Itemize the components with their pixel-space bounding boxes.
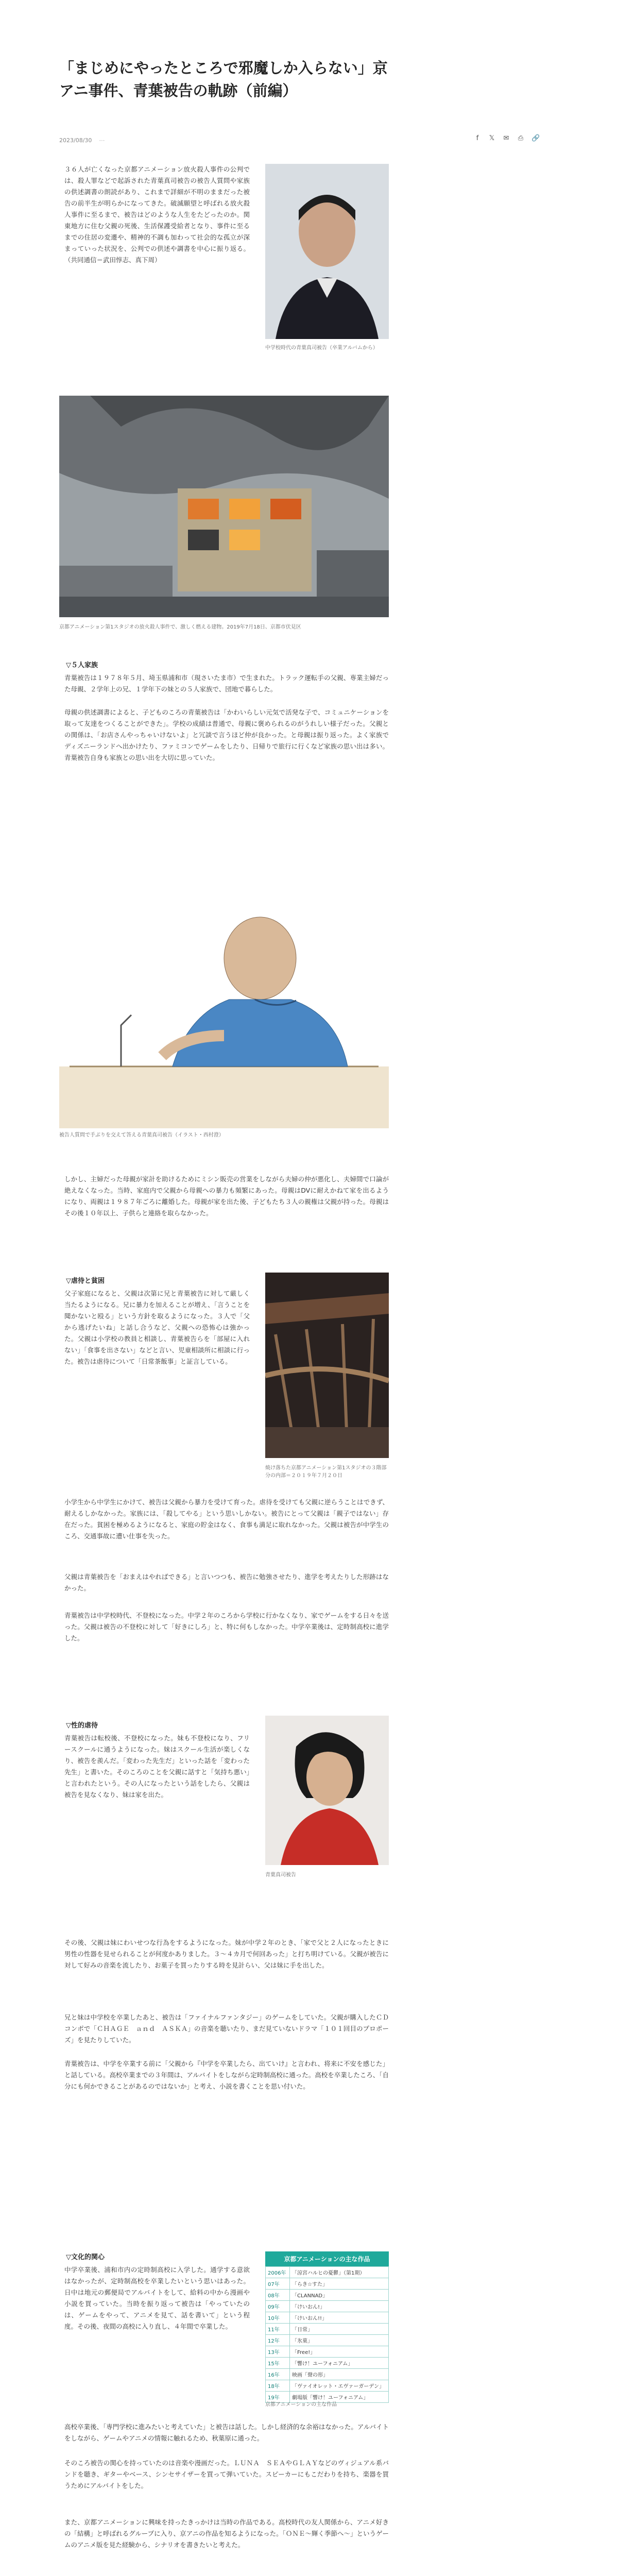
courtroom-sketch [59, 881, 389, 1128]
timeline-work: 「CLANNAD」 [290, 2290, 389, 2301]
timeline-caption: 京都アニメーションの主な作品 [265, 2402, 337, 2408]
timeline-work: 「ヴァイオレット・エヴァーガーデン」 [290, 2380, 389, 2392]
timeline-year: 15年 [266, 2358, 290, 2369]
timeline-work: 「らき☆すた」 [290, 2278, 389, 2290]
intro-paragraph: ３６人が亡くなった京都アニメーション放火殺人事件の公判では、殺人罪などで起訴された青葉真司被告の被告人質問や家族の供述調書の朗読があり、これまで詳細が不明のままだった被告の前半生が明らかになってきた。破滅願望と呼ばれる放火殺人事件に至るまで、被告はどのような人生をたどったのか。関東地方に住む父親の死後、生活保護受給者となり、事件に至るまでの住居の変遷や、精神的不調も加わって社会的な孤立が深まっていった状況を、公判での供述や調書を中心に振り返る。（共同通信＝武田惇志、真下周） [64, 165, 250, 264]
burned-studio-photo [265, 1273, 389, 1458]
timeline-row [266, 2346, 389, 2358]
timeline-work: 「Free!」 [290, 2346, 389, 2358]
s2-paragraph-3: 父親は青葉被告を「おまえはやればできる」と言いつつも、被告に勉強させたり、進学を考えたりした形跡はなかった。 [64, 1573, 389, 1592]
timeline-year: 19年 [266, 2392, 290, 2403]
timeline-year: 08年 [266, 2290, 290, 2301]
s1-paragraph-1: 青葉被告は１９７８年５月、埼玉県浦和市（現さいたま市）で生まれた。トラック運転手の父親、専業主婦だった母親、２学年上の兄、１学年下の妹との５人家族で、団地で暮らした。 [64, 674, 389, 693]
burned-studio-caption: 焼け落ちた京都アニメーション第1スタジオの３階部分の内部＝２０１９年７月２０日 [265, 1465, 387, 1479]
timeline-work: 「涼宮ハルヒの憂鬱」（第1期） [290, 2267, 389, 2278]
timeline-work: 「氷菓」 [290, 2335, 389, 2346]
s1-paragraph-3: しかし、主婦だった母親が家計を助けるためにミシン販売の営業をしながら夫婦の仲が悪化し、夫婦間で口論が絶えなくなった。当時、家庭内で父親から母親への暴力も頻繁にあった。母親はDVに耐えかねて家を出るようになり、両親は１９８７年ごろに離婚した。母親が家を出た後、子どもたち３人の親権は父親が持った。母親はその後１０年以上、子供らと連絡を取らなかった。 [64, 1175, 389, 1217]
defendant-caption: 青葉真司被告 [265, 1872, 296, 1878]
s3-paragraph-3: 兄と妹は中学校を卒業したあと、被告は「ファイナルファンタジー」のゲームをしていた。父親が購入したＣＤコンポで「ＣＨＡＧＥ ａｎｄ ＡＳＫＡ」の音楽を聴いたり、まだ見ていないドラマ「１０１回目のプロポーズ」を見たりしていた。 [64, 2013, 389, 2044]
mail-icon[interactable]: ✉ [503, 134, 509, 142]
share-bar [474, 135, 539, 142]
s4-paragraph-4: また、京都アニメーションに興味を持ったきっかけは当時の作品である。高校時代の友人関係から、アニメ好きの「結構」と呼ばれるグループに入り、京アニの作品を知るようになった。「ＯＮＥ〜輝く季節へ〜」というゲームのアニメ版を見た経験から、シナリオを書きたいと考えた。 [64, 2518, 389, 2549]
yearbook-caption: 中学校時代の青葉真司被告（卒業アルバムから） [265, 345, 378, 351]
timeline-row [266, 2380, 389, 2392]
timeline-work: 劇場版「響け！ユーフォニアム」 [290, 2392, 389, 2403]
section-heading-abuse: ▽虐待と貧困 [66, 1277, 105, 1285]
section-heading-family: ▽５人家族 [66, 662, 98, 669]
x-icon[interactable]: 𝕏 [489, 134, 495, 142]
s2-paragraph-2: 小学生から中学生にかけて、被告は父親から暴力を受けて育った。虐待を受けても父親に逆らうことはできず、耐えるしかなかった。家族には、「殺してやる」という思いしかない。被告にとって父親は「親子ではない」存在だった。貧困を極めるようになると、家庭の貯金はなく、食事も満足に取れなかった。父親は被告が中学生のころ、交通事故に遭い仕事を失った。 [64, 1498, 389, 1540]
works-timeline [265, 2251, 389, 2403]
timeline-row [266, 2290, 389, 2301]
section-heading-culture: ▽文化的関心 [66, 2253, 105, 2261]
s2-paragraph-4: 青葉被告は中学校時代、不登校になった。中学２年のころから学校に行かなくなり、家でゲームをする日々を送った。父親は被告の不登校に対して「好きにしろ」と、特に何もしなかった。中学卒業後は、定時制高校に進学した。 [64, 1612, 389, 1642]
timeline-year: 13年 [266, 2346, 290, 2358]
timeline-row [266, 2369, 389, 2380]
section-heading-sexual-abuse: ▽性的虐待 [66, 1722, 98, 1730]
timeline-work: 「けいおん!」 [290, 2301, 389, 2312]
timeline-title: 京都アニメーションの主な作品 [265, 2251, 389, 2266]
timeline-row [266, 2312, 389, 2324]
s3-paragraph-4: 青葉被告は、中学を卒業する前に「父親から『中学を卒業したら、出ていけ』と言われ、将来に不安を感じた」と話している。高校卒業までの３年間は、アルバイトをしながら定時制高校に通った。高校を卒業したころ、「自分にも何かできることがあるのではないか」と考え、小説を書くことを思い付いた。 [64, 2060, 389, 2090]
fire-caption: 京都アニメーション第1スタジオの放火殺人事件で、激しく燃える建物。2019年7月18日、京都市伏見区 [59, 624, 301, 630]
s2-paragraph-1: 父子家庭になると、父親は次第に兄と青葉被告に対して厳しく当たるようになる。兄に暴力を加えることが増え、「言うことを聞かないと殴る」という方針を取るようになった。３人で「父から逃げたいね」と話し合うなど、父親への恐怖心は強かった。父親は小学校の教員と相談し、青葉被告らを「部屋に入れない」「食事を出さない」などと言い、児童相談所に相談に行った。被告は虐待について「日常茶飯事」と証言している。 [64, 1290, 250, 1365]
timeline-year: 11年 [266, 2324, 290, 2335]
timeline-row [266, 2335, 389, 2346]
timeline-year: 2006年 [266, 2267, 290, 2278]
timeline-row [266, 2278, 389, 2290]
link-icon[interactable]: 🔗 [531, 134, 540, 142]
timeline-row [266, 2358, 389, 2369]
timeline-year: 12年 [266, 2335, 290, 2346]
s3-paragraph-1: 青葉被告は転校後、不登校になった。妹も不登校になり、フリースクールに通うようになった。妹はスクール生活が楽しくなり、被告を羨んだ。「変わった先生だ」といった話を「変わった先生」と書いた。そのころのことを父親に話すと「気持ち悪い」と言われたという。その人になったという話をしたら、父親は被告を見なくなり、妹は家を出た。 [64, 1734, 250, 1799]
timeline-work: 「けいおん!!」 [290, 2312, 389, 2324]
fire-photo [59, 396, 389, 617]
timeline-work: 映画「聲の形」 [290, 2369, 389, 2380]
more-icon[interactable]: ⋯ [99, 137, 105, 144]
article-title: 「まじめにやったところで邪魔しか入らない」京アニ事件、青葉被告の軌跡（前編） [59, 59, 388, 99]
timeline-table [265, 2266, 389, 2403]
publish-date: 2023/08/30 [59, 137, 92, 144]
s4-paragraph-3: そのころ被告の関心を持っていたのは音楽や漫画だった。ＬＵＮＡ ＳＥＡやＧＬＡＹなどのヴィジュアル系バンドを聴き、ギターやベース、シンセサイザーを買って弾いていた。スピーカーにもこだわりを持ち、楽器を買うためにアルバイトをした。 [64, 2459, 389, 2489]
timeline-row [266, 2301, 389, 2312]
timeline-work: 「日常」 [290, 2324, 389, 2335]
yearbook-photo [265, 164, 389, 339]
timeline-year: 09年 [266, 2301, 290, 2312]
timeline-work: 「響け！ユーフォニアム」 [290, 2358, 389, 2369]
timeline-year: 07年 [266, 2278, 290, 2290]
timeline-year: 18年 [266, 2380, 290, 2392]
article-meta [59, 135, 389, 145]
print-icon[interactable]: ⎙ [518, 134, 524, 142]
s4-paragraph-1: 中学卒業後、浦和市内の定時制高校に入学した。通学する意欲はなかったが、定時制高校を卒業したいという思いはあった。日中は地元の郵便局でアルバイトをして、給料の中から漫画や小説を買っていた。当時を振り返って被告は「やっていたのは、ゲームをやって、アニメを見て、話を書いて」という程度。その後、夜間の高校に入り直し、４年間で卒業した。 [64, 2266, 250, 2330]
defendant-photo [265, 1716, 389, 1865]
timeline-row [266, 2324, 389, 2335]
facebook-icon[interactable]: f [476, 134, 479, 142]
sketch-caption: 被告人質問で手ぶりを交えて答える青葉真司被告（イラスト・西村澄） [59, 1132, 224, 1138]
s1-paragraph-2: 母親の供述調書によると、子どものころの青葉被告は「かわいらしい元気で活発な子で、コミュニケーションを取って友達をつくることができた」。学校の成績は普通で、母親に褒められるのがうれしい様子だった。父親との関係は、「お店さんやっちゃいけないよ」と冗談で言うほど仲が良かった。と母親は振り返った。よく家族でディズニーランドへ出かけたり、ファミコンでゲームをしたり、日帰りで旅行に行くなど家族の思い出は多い。青葉被告自身も家族との思い出を大切に思っていた。 [64, 708, 389, 761]
s4-paragraph-2: 高校卒業後、「専門学校に進みたいと考えていた」と被告は話した。しかし経済的な余裕はなかった。アルバイトをしながら、ゲームやアニメの情報に触れるため、秋葉原に通った。 [64, 2423, 389, 2442]
timeline-row [266, 2267, 389, 2278]
timeline-year: 10年 [266, 2312, 290, 2324]
s3-paragraph-2: その後、父親は妹にわいせつな行為をするようになった。妹が中学２年のとき、「家で父と２人になったときに男性の性器を見せられることが何度かありました。３〜４カ月で何回あった」と打ち明けている。父親が被告に対して好みの音楽を流したり、お菓子を買ったりする時を見計らい、父は妹に手を出した。 [64, 1939, 389, 1969]
timeline-year: 16年 [266, 2369, 290, 2380]
